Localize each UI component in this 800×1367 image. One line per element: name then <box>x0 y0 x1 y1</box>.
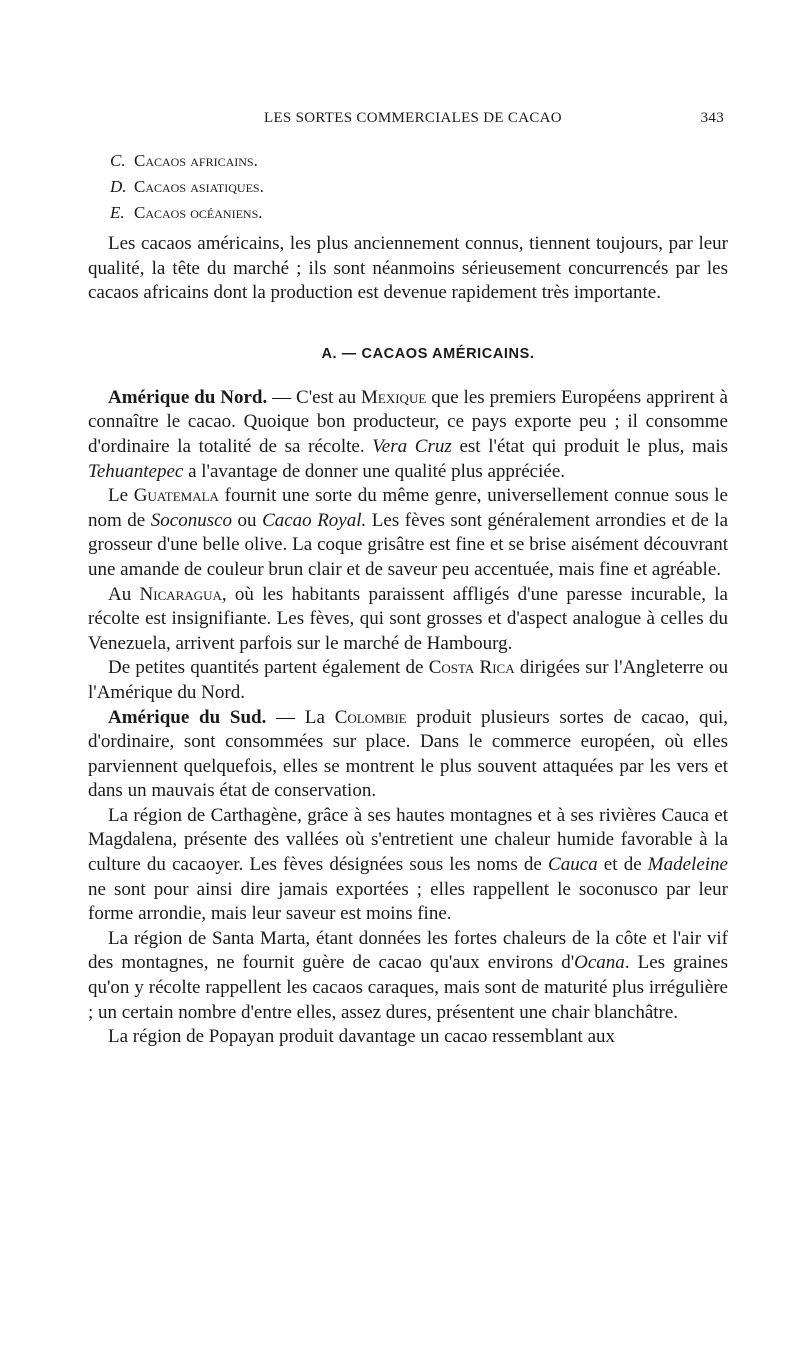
place-name: Ocana <box>574 952 625 974</box>
text-run: — C'est au <box>267 386 361 408</box>
text-run: que les premiers Européens apprirent à connaître le cacao. Quoique bon producteur, ce pays exporte peu ; il consomme d'ordinaire la totalité de sa récolte. <box>88 386 728 457</box>
paragraph-guatemala <box>88 484 728 582</box>
page-number: 343 <box>700 110 724 126</box>
variety-name: Cauca <box>548 854 598 876</box>
paragraph-santa-marta <box>88 927 728 1025</box>
paragraph-amerique-nord <box>88 386 728 484</box>
country-name: Guatemala <box>133 485 219 507</box>
text-run: est l'état qui produit le plus, mais <box>451 435 729 457</box>
text-run: . Les graines qu'on y récolte rappellent les cacaos caraques, mais sont de maturité plus irrégulière ; un certain nombre d'entre elles, assez dures, présentent une chair blanchâtre. <box>88 952 728 1023</box>
text-run: De petites quantités partent également de <box>108 657 429 679</box>
variety-name: Madeleine <box>647 854 728 876</box>
text-run: a l'avantage de donner une qualité plus appréciée. <box>183 460 566 482</box>
text-run: La région de Santa Marta, étant données les fortes chaleurs de la côte et l'air vif des montagnes, ne fournit guère de cacao qu'aux environs d' <box>88 927 728 974</box>
text-run: , où les habitants paraissent affligés d'une paresse incurable, la récolte est insignifiante. Les fèves, qui sont grosses et d'aspect analogue à celles du Venezuela, arrivent parfois sur le marché de Hambourg. <box>88 583 728 654</box>
paragraph-costa-rica <box>88 656 728 705</box>
text-run: La région de Popayan produit davantage un cacao ressemblant aux <box>108 1026 616 1048</box>
list-item <box>110 200 728 226</box>
paragraph-nicaragua <box>88 583 728 657</box>
variety-name: Soconusco <box>150 509 233 531</box>
list-item <box>110 174 728 200</box>
text-run: ou <box>232 509 263 531</box>
list-letter: E. <box>110 203 125 222</box>
paragraph-carthagene <box>88 804 728 927</box>
country-name: Colombie <box>334 706 407 728</box>
list-letter: D. <box>110 177 127 196</box>
place-name: Tehuantepec <box>88 460 184 482</box>
paragraph-popayan <box>88 1025 728 1050</box>
text-run: Le <box>108 485 134 507</box>
text-run: Les fèves sont généralement arrondies et de la grosseur d'une belle olive. La coque grisâtre est fine et se brise aisément découvrant une amande de couleur brun clair et de saveur peu accentuée, mais fine et agréable. <box>88 509 729 580</box>
region-heading: Amérique du Nord. <box>108 386 268 408</box>
list-text: Cacaos asiatiques. <box>134 177 264 196</box>
intro-paragraph: Les cacaos américains, les plus anciennement connus, tiennent toujours, par leur qualité, la tête du marché ; ils sont néanmoins sérieusement concurrencés par les cacaos africains dont la production est devenue rapidement très importante. <box>88 233 728 304</box>
text-run: et de <box>597 854 648 876</box>
text-run: Au <box>108 583 140 605</box>
region-heading: Amérique du Sud. <box>108 706 267 728</box>
running-title: LES SORTES COMMERCIALES DE CACAO <box>264 110 562 126</box>
paragraph-amerique-sud <box>88 706 728 804</box>
place-name: Vera Cruz <box>372 435 452 457</box>
text-run: produit plusieurs sortes de cacao, qui, d'ordinaire, sont consommées sur place. Dans le commerce européen, où elles parviennent quelquefois, elles se montrent le plus souvent attaquées par les vers et dans un mauvais état de conservation. <box>88 706 728 802</box>
running-header <box>88 104 728 132</box>
text-run: La région de Carthagène, grâce à ses hautes montagnes et à ses rivières Cauca et Magdalena, présente des vallées où s'entretient une chaleur humide favorable à la culture du cacaoyer. Les fèves désignées sous les noms de <box>88 804 728 876</box>
section-heading: A. — CACAOS AMÉRICAINS. <box>321 345 535 362</box>
list-letter: C. <box>110 151 126 170</box>
list-item <box>110 148 728 174</box>
list-text: Cacaos africains. <box>134 151 258 170</box>
text-run: fournit une sorte du même genre, universellement connue sous le nom de <box>88 485 728 531</box>
text-run: — La <box>266 706 335 728</box>
text-run: dirigées sur l'Angleterre ou l'Amérique du Nord. <box>88 657 728 703</box>
category-list <box>110 148 728 226</box>
list-text: Cacaos océaniens. <box>134 203 263 222</box>
country-name: Mexique <box>361 386 427 408</box>
country-name: Nicaragua <box>139 583 222 605</box>
variety-name: Cacao Royal. <box>262 509 367 531</box>
text-run: ne sont pour ainsi dire jamais exportées ; elles rappellent le soconusco par leur forme arrondie, mais leur saveur est moins fine. <box>88 878 728 925</box>
page <box>88 104 728 1050</box>
country-name: Costa Rica <box>428 657 515 679</box>
